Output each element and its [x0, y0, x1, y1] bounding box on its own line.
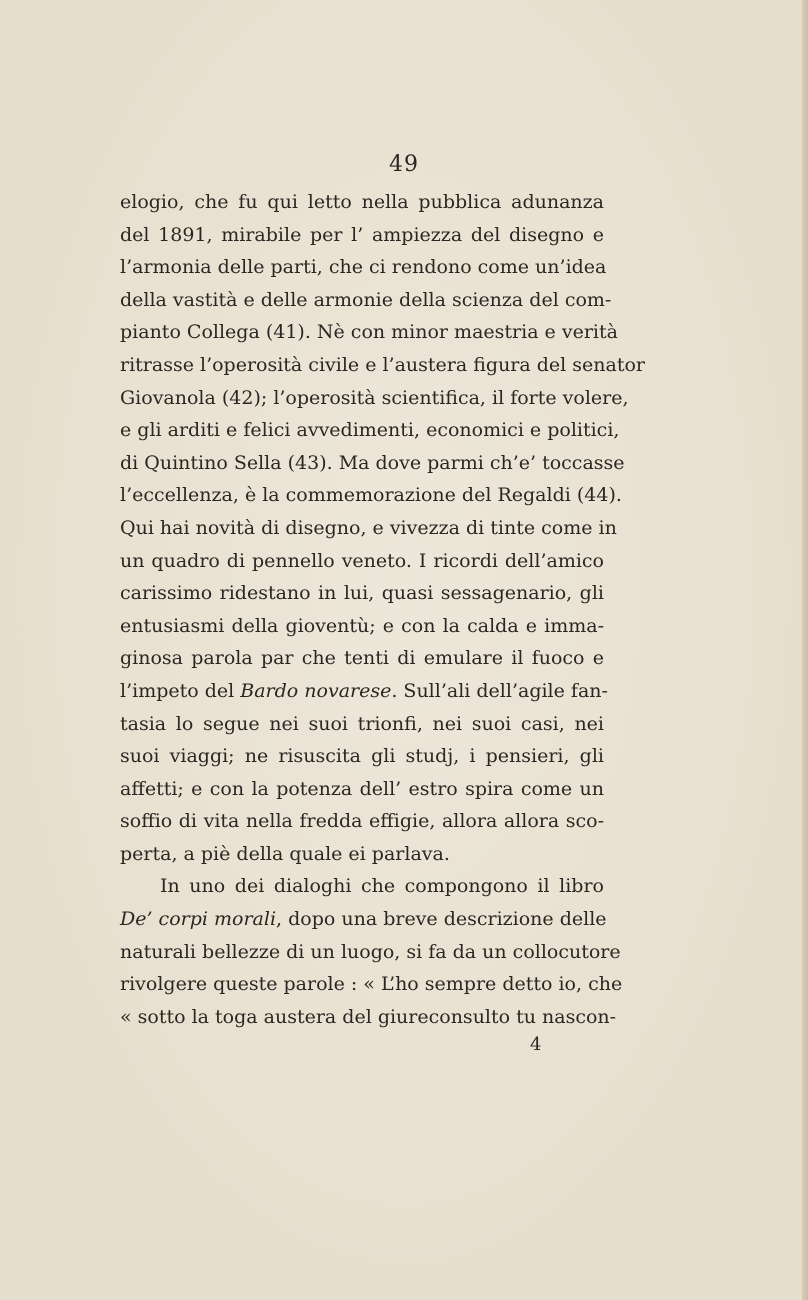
text-line: Giovanola (42); l’operosità scientifica, il forte volere, [120, 386, 629, 409]
page-number: 49 [389, 152, 419, 177]
text-line: un quadro di pennello veneto. I ricordi dell’amico [120, 549, 604, 572]
text-line: affetti; e con la potenza dell’ estro spira come un [120, 777, 604, 800]
text-line: l’armonia delle parti, che ci rendono come un’idea [120, 256, 607, 279]
text-line: di Quintino Sella (43). Ma dove parmi ch’e’ toccasse [120, 451, 625, 474]
text-line: perta, a piè della quale ei parlava. [120, 842, 450, 865]
text-line: suoi viaggi; ne risuscita gli studj, i pensieri, gli [120, 745, 604, 768]
text-span: l’impeto del [120, 679, 241, 702]
text-line: tasia lo segue nei suoi trionfi, nei suoi casi, nei [120, 712, 604, 735]
text-line: pianto Collega (41). Nè con minor maestria e verità [120, 321, 618, 344]
italic-title: Bardo novarese [240, 679, 392, 702]
text-line: ginosa parola par che tenti di emulare il fuoco e [120, 647, 604, 670]
text-span: . Sull’ali dell’agile fan- [391, 679, 608, 702]
page-edge [802, 0, 808, 1300]
text-line: In uno dei dialoghi che compongono il libro [160, 875, 604, 898]
body-text [120, 186, 645, 1033]
text-line [120, 675, 608, 708]
text-line: « sotto la toga austera del giureconsulto tu nascon- [120, 1005, 617, 1028]
italic-title: De’ corpi morali [120, 908, 277, 931]
text-line: elogio, che fu qui letto nella pubblica adunanza [120, 191, 604, 213]
text-line: entusiasmi della gioventù; e con la calda e imma- [120, 614, 604, 637]
text-line: del 1891, mirabile per l’ ampiezza del disegno e [120, 223, 604, 246]
text-line: carissimo ridestano in lui, quasi sessagenario, gli [120, 582, 604, 605]
text-line: Qui hai novità di disegno, e vivezza di tinte come in [120, 516, 617, 539]
text-line: ritrasse l’operosità civile e l’austera figura del senator [120, 353, 645, 376]
text-line: della vastità e delle armonie della scienza del com- [120, 288, 612, 311]
text-line [120, 903, 607, 936]
text-line: naturali bellezze di un luogo, si fa da un collocutore [120, 940, 621, 963]
text-line: rivolgere queste parole : « L’ho sempre detto io, che [120, 973, 623, 996]
text-line: l’eccellenza, è la commemorazione del Regaldi (44). [120, 484, 622, 507]
text-span: , dopo una breve descrizione delle [276, 908, 607, 931]
signature-mark: 4 [530, 1034, 542, 1055]
text-line: soffio di vita nella fredda effigie, allora allora sco- [120, 810, 604, 833]
text-line: e gli arditi e felici avvedimenti, economici e politici, [120, 419, 620, 442]
